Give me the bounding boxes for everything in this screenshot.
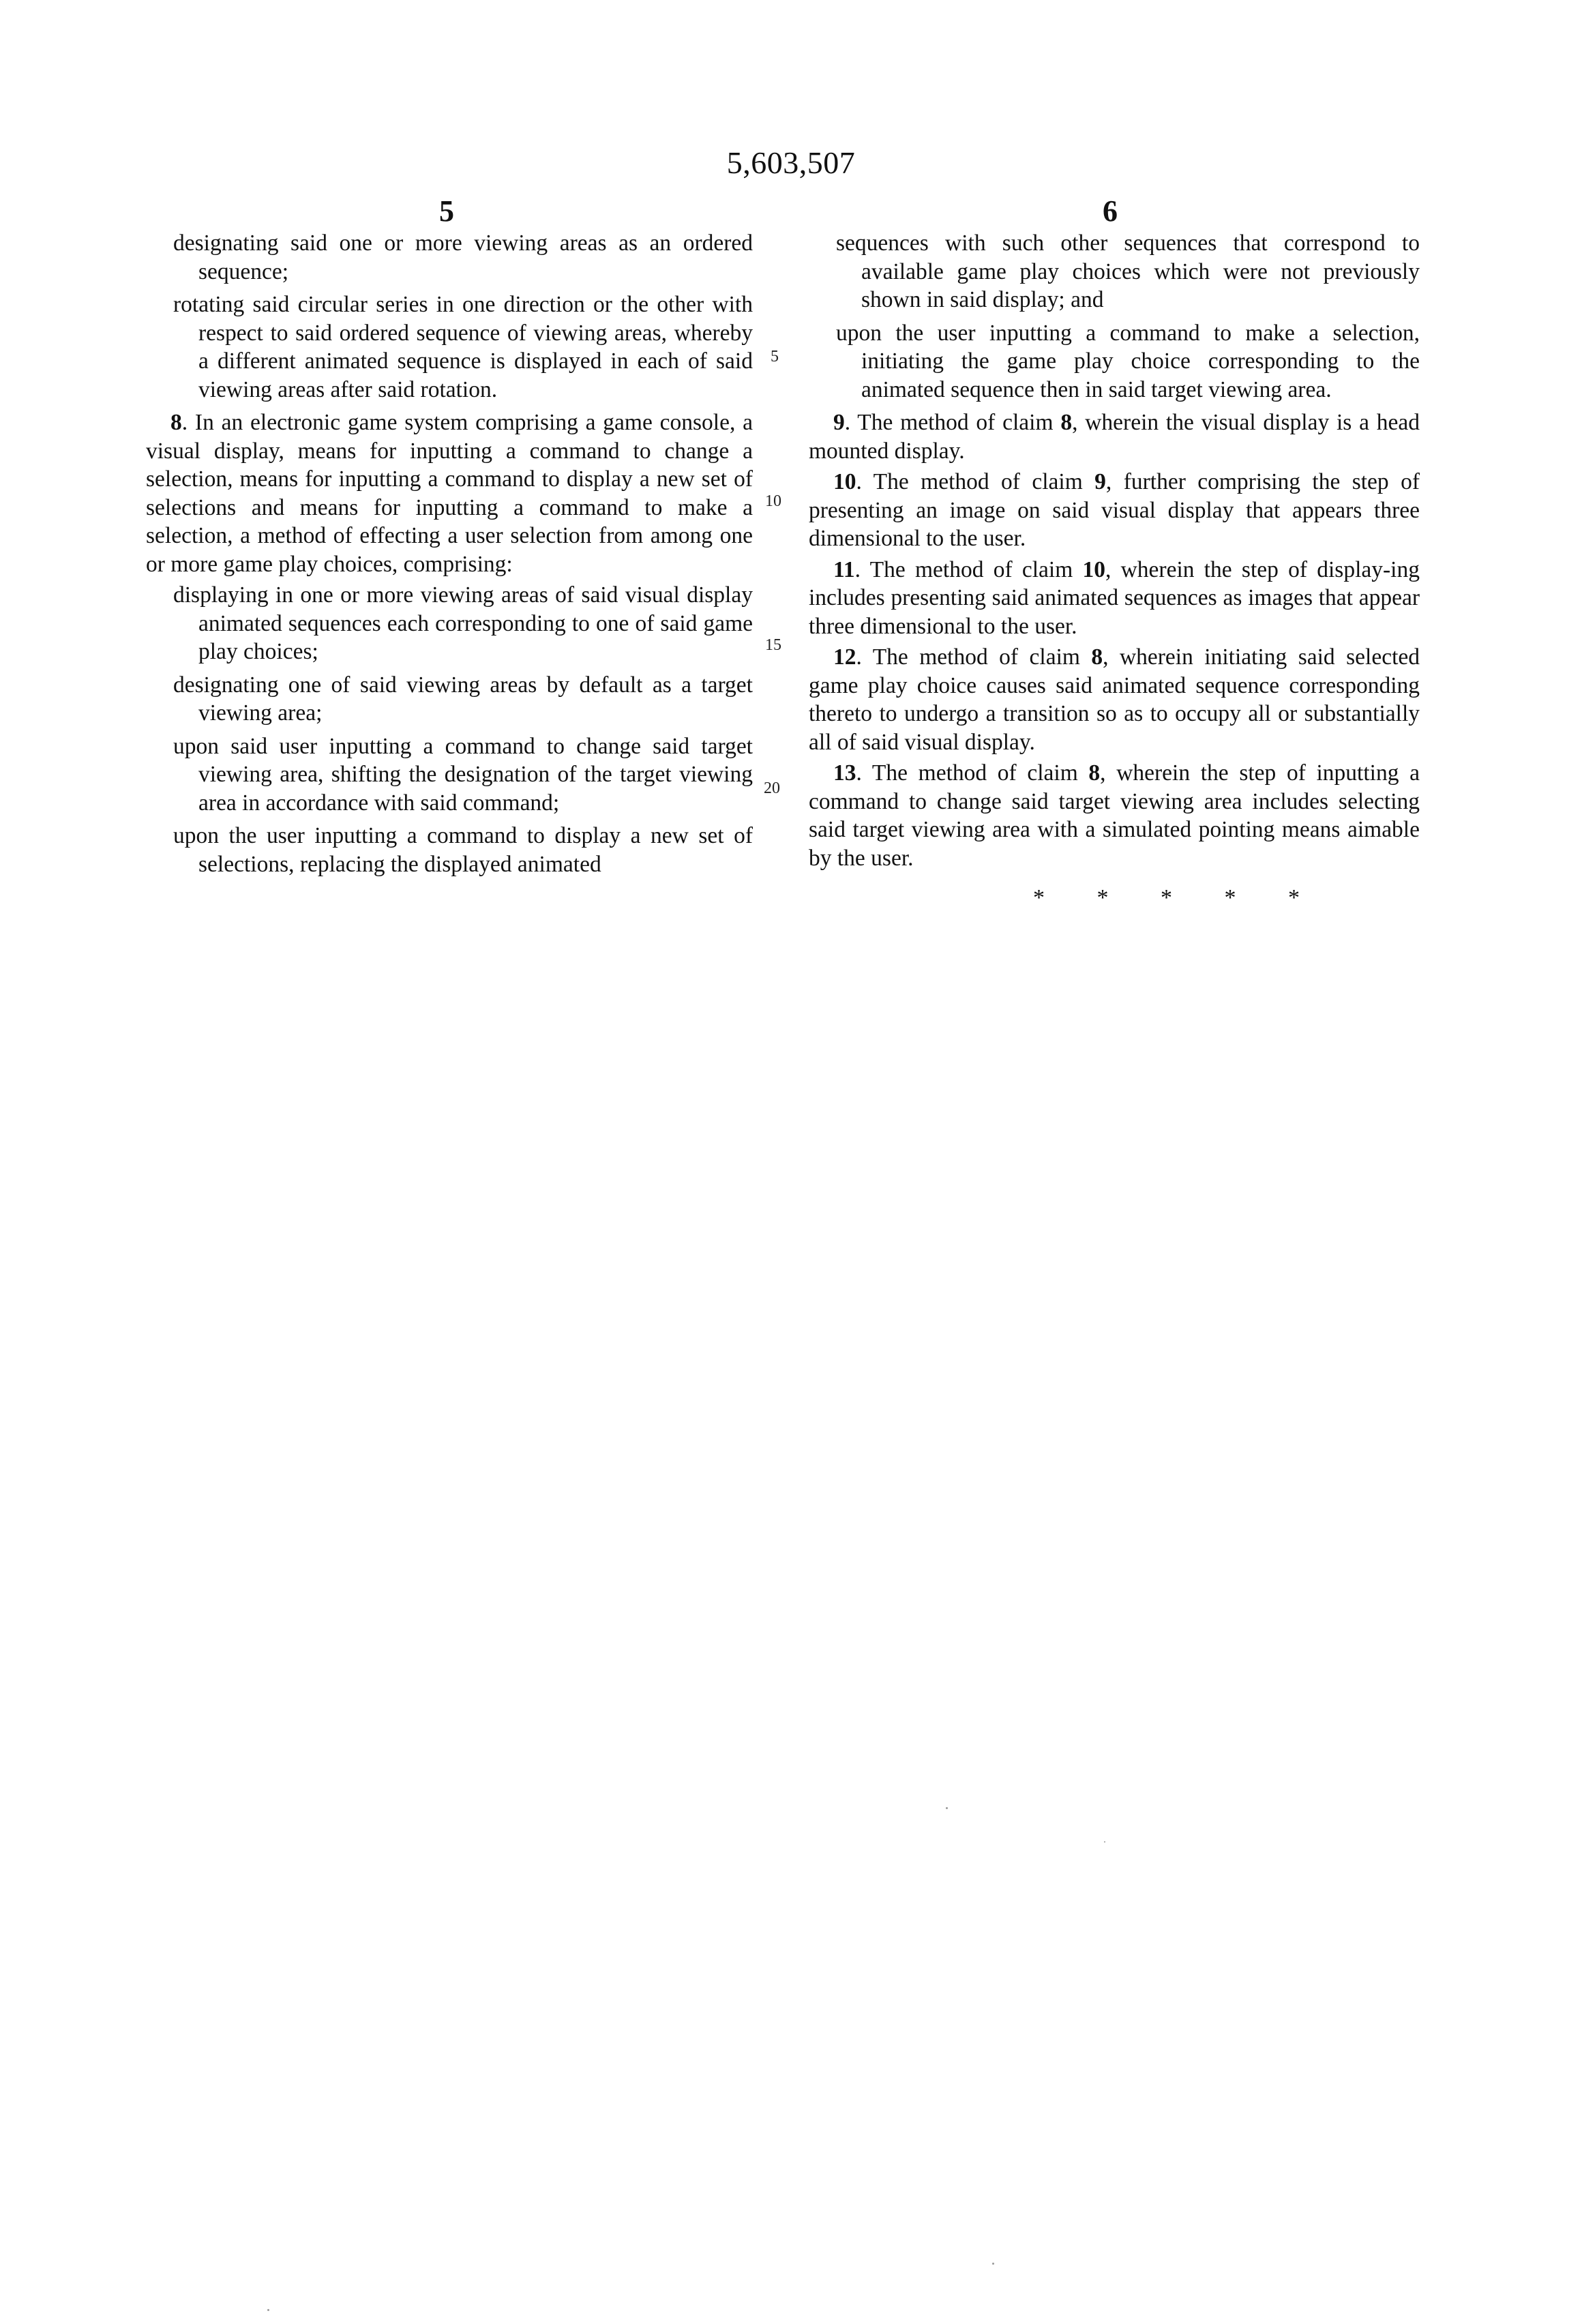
scan-speck — [992, 2263, 994, 2265]
claim-text: , wherein the step of display-ing includes presenting said animated sequences as images that appear three dimensional to the user. — [809, 556, 1420, 639]
claim-reference: 10 — [1082, 556, 1105, 582]
claim-text: . The method of claim — [856, 760, 1089, 786]
claim-text: . The method of claim — [854, 556, 1083, 582]
scan-speck — [1104, 1841, 1105, 1843]
patent-number: 5,603,507 — [726, 145, 856, 180]
line-number: 10 — [765, 492, 781, 510]
claim-step-new-set: upon the user inputting a command to display a new set of selections, replacing the displayed animated — [173, 823, 753, 877]
claim-number: 9 — [833, 410, 845, 435]
claim-step-change-target: upon said user inputting a command to change said target viewing area, shifting the designation of the target viewing area in accordance with said command; — [173, 733, 753, 816]
claim-step-rotating: rotating said circular series in one direction or the other with respect to said ordered sequence of viewing areas, whereby a different animated sequence is displayed in each of said viewing areas after said rotation. — [173, 292, 753, 402]
scan-speck — [946, 1807, 948, 1809]
claim-text: . The method of claim — [856, 469, 1095, 494]
right-column — [809, 229, 1420, 872]
scan-speck — [267, 2309, 269, 2311]
claim-text: , wherein the step of inputting a command to change said target viewing area includes selecting said target viewing area with a simulated pointing means aimable by the user. — [809, 760, 1420, 871]
left-column-number: 5 — [439, 194, 454, 228]
end-of-document-marker: * * * * * — [1033, 885, 1323, 910]
claim-reference: 8 — [1088, 760, 1101, 786]
claim-number: 8 — [170, 410, 182, 435]
line-number: 20 — [764, 779, 780, 797]
claim-number: 11 — [833, 556, 855, 582]
claim-9 — [809, 408, 1420, 465]
claim-reference: 8 — [1060, 410, 1073, 435]
claim-text: , wherein initiating said selected game play choice causes said animated sequence corresponding thereto to undergo a transition so as to occupy all or substantially all of said visual display. — [809, 644, 1420, 755]
claim-13 — [809, 759, 1420, 872]
claim-reference: 8 — [1091, 644, 1103, 670]
claim-step-designating: designating said one or more viewing areas as an ordered sequence; — [173, 230, 753, 284]
claim-text: , further comprising the step of presenting an image on said visual display that appears three dimensional to the user. — [809, 469, 1420, 551]
claim-step-designating-default: designating one of said viewing areas by default as a target viewing area; — [173, 672, 753, 726]
right-column-number: 6 — [1103, 194, 1118, 228]
claim-11 — [809, 556, 1420, 641]
claim-number: 13 — [833, 760, 856, 786]
claim-8 — [146, 408, 753, 578]
claim-number: 12 — [833, 644, 856, 670]
claim-text: . In an electronic game system comprising a game console, a visual display, means for inputting a command to change a selection, means for inputting a command to display a new set of selections and means for inputting a command to make a selection, a method of effecting a user selection from among one or more game play choices, comprising: — [146, 410, 753, 577]
claim-step-make-selection: upon the user inputting a command to make a selection, initiating the game play choice corresponding to the animated sequence then in said target viewing area. — [836, 320, 1420, 402]
claim-text: . The method of claim — [844, 410, 1061, 435]
claim-10 — [809, 468, 1420, 553]
line-number: 5 — [771, 348, 779, 366]
left-column — [146, 229, 753, 883]
claim-text: . The method of claim — [856, 644, 1092, 670]
claim-text: , wherein the visual display is a head mounted display. — [809, 410, 1420, 464]
claim-number: 10 — [833, 469, 856, 494]
line-number: 15 — [765, 636, 781, 654]
claim-reference: 9 — [1094, 469, 1106, 494]
claim-step-displaying: displaying in one or more viewing areas of said visual display animated sequences each corresponding to one of said game play choices; — [173, 582, 753, 664]
claim-step-sequences: sequences with such other sequences that correspond to available game play choices which were not previously shown in said display; and — [836, 230, 1420, 312]
claim-12 — [809, 643, 1420, 756]
